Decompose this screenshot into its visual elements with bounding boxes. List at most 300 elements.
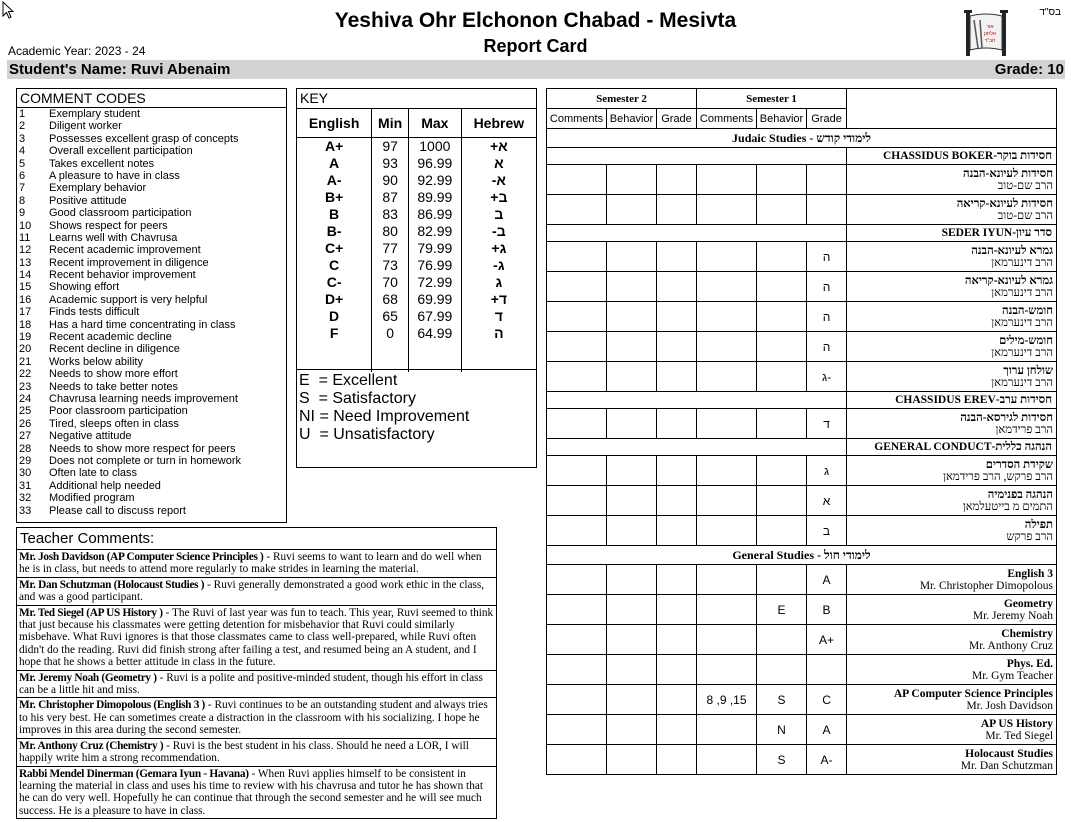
grade-cell-s2c [547, 332, 607, 362]
teacher-comment-text: - Ruvi is a polite and positive-minded student, though his effort in class can be a little hit and miss. [19, 671, 483, 697]
grade-cell-s1b [757, 516, 807, 546]
key-cell: ד+ [461, 291, 536, 308]
subject-row [547, 486, 1057, 516]
key-column-header: Max [408, 109, 461, 137]
grade-cell-s2c [547, 685, 607, 715]
subsection-row [547, 439, 1057, 456]
comment-code-number: 21 [19, 355, 32, 368]
comment-code-item [17, 455, 286, 467]
teacher-name: Mr. Jeremy Noah [972, 609, 1054, 622]
subsection-title: הנהגה כללית-GENERAL CONDUCT [847, 439, 1057, 456]
grade-cell-s2c [547, 655, 607, 685]
grade-cell-s1g: C [807, 685, 847, 715]
grade-cell-s1g: ה [807, 332, 847, 362]
grade-cell-s1g [807, 165, 847, 195]
comment-code-text: Shows respect for peers [49, 219, 168, 232]
key-cell: ה [461, 325, 536, 342]
grade-cell-s1g: ה [807, 242, 847, 272]
grade-cell-s1g: ד [807, 409, 847, 439]
key-cell: B [329, 205, 340, 222]
grade-cell-s2c [547, 565, 607, 595]
grade-cell-s1b [757, 565, 807, 595]
grade-cell-s2g [657, 625, 697, 655]
grade-cell-s2g [657, 685, 697, 715]
comment-code-number: 29 [19, 454, 32, 467]
comment-code-item [17, 405, 286, 417]
comment-code-item [17, 195, 286, 207]
comment-code-number: 19 [19, 331, 32, 344]
comment-code-number: 23 [19, 380, 32, 393]
subject-cell [847, 685, 1057, 715]
grade-cell-s2b [607, 486, 657, 516]
grade-cell-s2g [657, 565, 697, 595]
subject-row [547, 655, 1057, 685]
subject-cell [847, 332, 1057, 362]
comment-code-item [17, 158, 286, 170]
semester-2-header: Semester 2 [547, 89, 697, 109]
comment-code-number: 27 [19, 430, 32, 443]
comment-code-text: Chavrusa learning needs improvement [49, 392, 238, 405]
key-cell: ב+ [461, 189, 536, 206]
comment-code-number: 3 [19, 132, 26, 145]
grade-column-header: Grade [807, 109, 847, 129]
teacher-comment-text: - Ruvi generally demonstrated a good work ethic in the class, and was a good participant. [19, 578, 485, 604]
comment-code-item [17, 257, 286, 269]
grade-key-table [297, 109, 536, 372]
teacher-comment [17, 549, 496, 577]
teacher-name: הרב דינערמאן [991, 316, 1054, 329]
teacher-comment [17, 738, 496, 766]
comment-code-number: 26 [19, 417, 32, 430]
comment-code-number: 18 [19, 318, 32, 331]
key-cell: א+ [461, 137, 536, 155]
comment-code-text: Recent academic decline [49, 331, 172, 344]
grade-cell-s1b [757, 655, 807, 685]
comment-code-number: 11 [19, 231, 31, 244]
comment-code-number: 10 [19, 219, 32, 232]
grade-cell-s1c [697, 655, 757, 685]
key-cell: ד [461, 308, 536, 325]
grade-cell-s1g [807, 195, 847, 225]
key-row [297, 240, 536, 257]
teacher-name: הרב פרקש [1006, 530, 1054, 543]
grade-cell-s1g: ב [807, 516, 847, 546]
comment-code-text: Often late to class [49, 467, 138, 480]
comment-code-number: 7 [19, 182, 26, 195]
key-cell: 87 [372, 189, 409, 206]
comment-code-text: Showing effort [49, 281, 120, 294]
comment-code-number: 8 [19, 194, 26, 207]
grade-cell-s1b [757, 409, 807, 439]
comment-code-item [17, 108, 286, 120]
key-cell: 83 [372, 206, 409, 223]
teacher-comments-title: Teacher Comments: [20, 530, 155, 547]
teacher-comment [17, 577, 496, 605]
key-cell: ב [461, 206, 536, 223]
key-column-header: English [297, 109, 372, 137]
subject-row [547, 565, 1057, 595]
subject-row [547, 409, 1057, 439]
subject-cell [847, 272, 1057, 302]
comment-code-number: 32 [19, 492, 32, 505]
teacher-name: הרב דינערמאן [991, 256, 1054, 269]
subject-row [547, 745, 1057, 775]
subject-cell [847, 655, 1057, 685]
comment-code-item [17, 418, 286, 430]
grade-cell-s1c: 8 ,9 ,15 [697, 685, 757, 715]
key-row [297, 223, 536, 240]
teacher-comment-author: Mr. Josh Davidson (AP Computer Science Principles ) [19, 551, 264, 563]
subsection-blank [547, 225, 847, 242]
grade-cell-s2c [547, 745, 607, 775]
subject-row [547, 272, 1057, 302]
key-row [297, 325, 536, 342]
document-title: Report Card [483, 36, 588, 56]
key-cell: 97 [372, 137, 409, 155]
comment-code-item [17, 170, 286, 182]
subsection-title: סדר עיון-SEDER IYUN [847, 225, 1057, 242]
grade-cell-s2b [607, 565, 657, 595]
grade-cell-s1b: S [757, 745, 807, 775]
grade-cell-s1b [757, 362, 807, 392]
grade-cell-s1c [697, 272, 757, 302]
grade-cell-s1c [697, 409, 757, 439]
subject-row [547, 362, 1057, 392]
comment-code-text: Works below ability [49, 355, 143, 368]
grade-cell-s1c [697, 362, 757, 392]
behavior-legend-item: E = Excellent [299, 372, 398, 389]
comment-code-item [17, 319, 286, 331]
grade-column-header: Grade [657, 109, 697, 129]
comment-code-item [17, 343, 286, 355]
subsection-title: חסידות ערב-CHASSIDUS EREV [847, 392, 1057, 409]
comment-code-text: Recent behavior improvement [49, 269, 196, 282]
key-cell [408, 342, 461, 372]
grade-cell-s2g [657, 362, 697, 392]
key-row [297, 172, 536, 189]
comment-code-text: Learns well with Chavrusa [49, 231, 178, 244]
teacher-name: הרב שם-טוב [997, 179, 1054, 192]
teacher-comment-author: Mr. Jeremy Noah (Geometry ) [19, 671, 157, 684]
comment-code-number: 6 [19, 169, 26, 182]
comment-code-item [17, 220, 286, 232]
key-cell: F [329, 324, 339, 341]
grade-cell-s2c [547, 165, 607, 195]
subject-row [547, 332, 1057, 362]
grade-cell-s2g [657, 272, 697, 302]
comment-code-number: 25 [19, 405, 32, 418]
key-cell: 69.99 [408, 291, 461, 308]
key-row [297, 308, 536, 325]
behavior-legend-item: NI = Need Improvement [299, 408, 470, 425]
comment-code-item [17, 467, 286, 479]
subject-row [547, 516, 1057, 546]
key-cell [372, 342, 409, 372]
subject-cell [847, 165, 1057, 195]
comment-code-item [17, 244, 286, 256]
grade-cell-s1g: B [807, 595, 847, 625]
grade-cell-s2b [607, 516, 657, 546]
key-cell: 82.99 [408, 223, 461, 240]
key-cell: א- [461, 172, 536, 189]
subsection-blank [547, 392, 847, 409]
key-cell: ג- [461, 257, 536, 274]
subject-name: AP US History [980, 717, 1054, 730]
key-cell: A- [326, 171, 342, 188]
teacher-comment-text: - Ruvi seems to want to learn and do well when he is in class, but needs to attend more regularly to make strides in learning the material. [19, 551, 482, 576]
subject-cell [847, 595, 1057, 625]
grade-cell-s2g [657, 242, 697, 272]
grade-cell-s1b [757, 242, 807, 272]
subject-name: חומש-מילים [999, 334, 1054, 347]
subject-row [547, 165, 1057, 195]
grade-cell-s1c [697, 715, 757, 745]
grade-cell-s2g [657, 715, 697, 745]
grade-cell-s2c [547, 195, 607, 225]
comment-code-text: Does not complete or turn in homework [49, 454, 241, 467]
teacher-name: התמים מ בייטעלמאן [962, 500, 1054, 513]
subject-cell [847, 715, 1057, 745]
comment-code-number: 12 [19, 244, 32, 257]
grade-cell-s1c [697, 195, 757, 225]
grade-cell-s1g: A- [807, 745, 847, 775]
comment-code-number: 15 [19, 281, 32, 294]
teacher-name: הרב דינערמאן [991, 346, 1054, 359]
comment-code-number: 5 [19, 157, 26, 170]
key-cell: א [461, 155, 536, 172]
comment-code-text: Needs to take better notes [49, 380, 179, 393]
student-info-bar [7, 60, 1065, 79]
comment-code-number: 2 [19, 120, 26, 133]
teacher-name: Mr. Ted Siegel [985, 729, 1054, 742]
grade-cell-s1c [697, 595, 757, 625]
key-cell: 68 [372, 291, 409, 308]
grade-cell-s1g: A [807, 565, 847, 595]
key-cell: 72.99 [408, 274, 461, 291]
grade-cell-s2b [607, 409, 657, 439]
key-row [297, 189, 536, 206]
subsection-blank [547, 439, 847, 456]
key-cell: A [329, 154, 340, 171]
subject-name: AP Computer Science Principles [893, 687, 1054, 700]
teacher-name: הרב פרקש, הרב פרידמאן [943, 470, 1054, 483]
comment-code-text: Recent improvement in diligence [49, 256, 209, 269]
teacher-comments-panel [16, 527, 497, 819]
grade-cell-s1c [697, 165, 757, 195]
key-cell: 86.99 [408, 206, 461, 223]
grade-cell-s1c [697, 486, 757, 516]
subject-cell [847, 516, 1057, 546]
key-cell: D+ [324, 290, 344, 307]
academic-year: Academic Year: 2023 - 24 [8, 44, 146, 58]
subject-name: שולחן ערוך [1003, 364, 1054, 377]
teacher-comment-text: - The Ruvi of last year was fun to teach. This year, Ruvi seemed to think that just because his classmates were getting detention for misbehavior that Ruvi could similarly misbehave. What Ruvi ignores is that those classmates came to class well-prepared, while Ruvi often didn't do the reading. Ruvi did finish strong after failing a test, and resumed being an A student, and I hope that he shows a better attitude in class in the future. [19, 606, 494, 669]
key-cell: 1000 [408, 137, 461, 155]
comment-code-number: 13 [19, 256, 32, 269]
comment-code-item [17, 331, 286, 343]
teacher-comment-author: Mr. Christopher Dimopolous (English 3 ) [19, 699, 206, 712]
subject-name: גמרא לעיונא-הבנה [971, 244, 1054, 257]
comment-code-item [17, 443, 286, 455]
teacher-name: Mr. Christopher Dimopolous [919, 579, 1054, 592]
teacher-name: Mr. Dan Schutzman [960, 759, 1054, 772]
key-cell: 93 [372, 155, 409, 172]
teacher-name: הרב דינערמאן [991, 376, 1054, 389]
grade-cell-s2c [547, 595, 607, 625]
teacher-comment-author: Mr. Dan Schutzman (Holocaust Studies ) [19, 578, 205, 591]
key-cell: 79.99 [408, 240, 461, 257]
key-row [297, 257, 536, 274]
comment-code-text: Needs to show more effort [49, 368, 178, 381]
key-cell: C- [326, 273, 342, 290]
grade-cell-s1b [757, 486, 807, 516]
subject-row [547, 302, 1057, 332]
teacher-name: הרב שם-טוב [997, 209, 1054, 222]
subject-cell [847, 486, 1057, 516]
key-cell: 80 [372, 223, 409, 240]
key-cell: A+ [324, 137, 344, 154]
key-cell: 0 [372, 325, 409, 342]
grade-cell-s1c [697, 565, 757, 595]
grades-table [546, 88, 1056, 775]
comment-code-item [17, 120, 286, 132]
subject-cell [847, 242, 1057, 272]
teacher-comment [17, 766, 496, 819]
subject-name: Chemistry [1001, 627, 1054, 640]
grade-cell-s1b [757, 625, 807, 655]
comment-code-text: Positive attitude [49, 194, 127, 207]
grade-cell-s2b [607, 595, 657, 625]
bsd-mark: בס"ד [1039, 7, 1061, 18]
general-studies-section [547, 546, 1057, 565]
grade-cell-s1c [697, 242, 757, 272]
comment-code-text: Good classroom participation [49, 207, 192, 220]
key-cell: 96.99 [408, 155, 461, 172]
comment-code-item [17, 368, 286, 380]
grade-cell-s2g [657, 595, 697, 625]
grade-cell-s2g [657, 302, 697, 332]
comment-code-item [17, 269, 286, 281]
subject-name: English 3 [1007, 567, 1054, 580]
key-cell: 73 [372, 257, 409, 274]
grade-cell-s2b [607, 625, 657, 655]
subsection-title: חסידות בוקר-CHASSIDUS BOKER [847, 148, 1057, 165]
comment-code-text: A pleasure to have in class [49, 169, 180, 182]
key-cell: C [329, 256, 340, 273]
subject-row [547, 715, 1057, 745]
grade-cell-s1g: ה [807, 302, 847, 332]
grade-cell-s1c [697, 302, 757, 332]
subsection-row [547, 225, 1057, 242]
general-studies-section-title: General Studies - לימודי חול [547, 546, 1057, 565]
grade-cell-s1c [697, 456, 757, 486]
grade-cell-s2b [607, 655, 657, 685]
subsection-blank [547, 148, 847, 165]
comment-code-text: Possesses excellent grasp of concepts [49, 132, 239, 145]
subject-cell [847, 195, 1057, 225]
comment-code-item [17, 356, 286, 368]
teacher-comment [17, 697, 496, 737]
grade-cell-s2c [547, 272, 607, 302]
grade-cell-s2g [657, 456, 697, 486]
grade-key-panel [296, 88, 537, 468]
key-cell: 89.99 [408, 189, 461, 206]
grade-cell-s1g: A [807, 715, 847, 745]
subject-name: הנהגה בפנימיה [987, 488, 1054, 501]
teacher-comment-text: - Ruvi is the best student in his class. Should he need a LOR, I will happily write him a strong recommendation. [19, 739, 469, 765]
comment-code-item [17, 306, 286, 318]
student-grade: Grade: 10 [994, 61, 1064, 78]
comment-code-text: Needs to show more respect for peers [49, 442, 236, 455]
subject-name: Holocaust Studies [965, 747, 1054, 760]
comment-code-text: Recent decline in diligence [49, 343, 180, 356]
behavior-legend-item: U = Unsatisfactory [299, 426, 435, 443]
subsection-row [547, 392, 1057, 409]
subsection-row [547, 148, 1057, 165]
grade-cell-s1g [807, 655, 847, 685]
grade-cell-s1c [697, 332, 757, 362]
grade-cell-s1b [757, 332, 807, 362]
grade-cell-s2b [607, 165, 657, 195]
grade-cell-s2b [607, 332, 657, 362]
grade-cell-s2b [607, 242, 657, 272]
grade-cell-s1b [757, 165, 807, 195]
teacher-name: הרב דינערמאן [991, 286, 1054, 299]
grade-cell-s1g: ה [807, 272, 847, 302]
comment-code-number: 16 [19, 293, 32, 306]
comment-code-item [17, 281, 286, 293]
key-cell: 92.99 [408, 172, 461, 189]
key-cell: ג+ [461, 240, 536, 257]
teacher-comment-text: - Ruvi continues to be an outstanding student and always tries to his very best. He can sometimes create a distraction in the classroom with his socializing. I hope he improves in this area during the second semester. [19, 699, 488, 737]
grade-cell-s2b [607, 715, 657, 745]
grade-cell-s1c [697, 625, 757, 655]
comment-code-item [17, 492, 286, 504]
comment-code-item [17, 207, 286, 219]
grade-cell-s2b [607, 745, 657, 775]
comment-code-item [17, 294, 286, 306]
comment-code-number: 14 [19, 269, 32, 282]
grade-cell-s2g [657, 332, 697, 362]
grade-cell-s1c [697, 745, 757, 775]
subject-name: חסידות לעיונא-הבנה [962, 167, 1054, 180]
key-filler-row [297, 342, 536, 372]
grade-cell-s1g: ג [807, 456, 847, 486]
grade-column-header: Behavior [757, 109, 807, 129]
subject-cell [847, 302, 1057, 332]
grade-cell-s1b [757, 302, 807, 332]
teacher-name: הרב פרידמאן [995, 423, 1054, 436]
student-name: Student's Name: Ruvi Abenaim [9, 61, 231, 78]
comment-code-item [17, 480, 286, 492]
comment-code-text: Overall excellent participation [49, 145, 193, 158]
subject-row [547, 195, 1057, 225]
grade-cell-s2c [547, 362, 607, 392]
key-cell: 65 [372, 308, 409, 325]
grade-cell-s2c [547, 242, 607, 272]
grade-cell-s2g [657, 409, 697, 439]
grade-cell-s2b [607, 362, 657, 392]
semester-1-header: Semester 1 [697, 89, 847, 109]
grade-cell-s1b: E [757, 595, 807, 625]
comment-code-item [17, 505, 286, 517]
subject-name: חסידות לעיונא-קריאה [956, 197, 1054, 210]
comment-code-text: Exemplary behavior [49, 182, 147, 195]
grade-cell-s2c [547, 456, 607, 486]
key-title: KEY [297, 89, 536, 109]
grade-cell-s2c [547, 715, 607, 745]
grade-cell-s2g [657, 516, 697, 546]
